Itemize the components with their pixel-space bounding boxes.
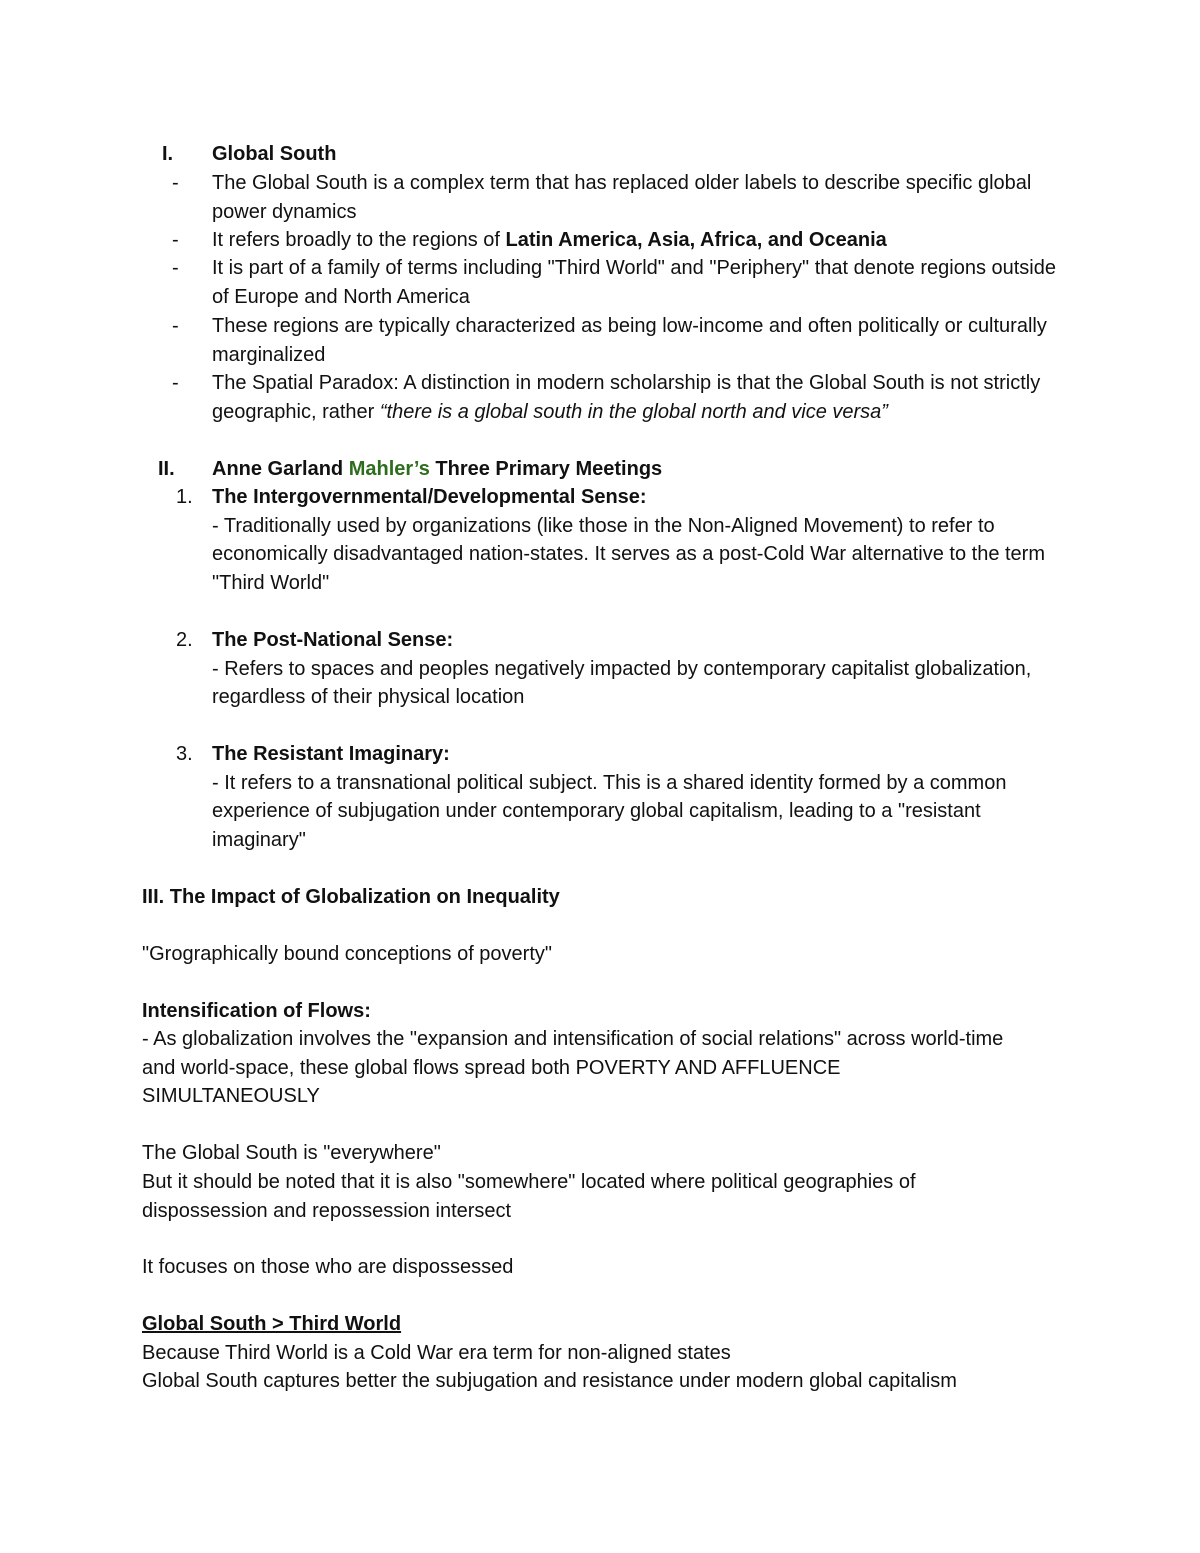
- item-body: - Traditionally used by organizations (like those in the Non-Aligned Movement) to refer to economically disadvantaged nation-states. It serves as a post-Cold War alternative to the term "Third World": [212, 514, 1045, 594]
- item-number: 3.: [176, 743, 193, 765]
- bullet-dash: -: [172, 229, 179, 251]
- bullet-text-plain: It refers broadly to the regions of: [212, 229, 506, 251]
- compare-line-2: Global South captures better the subjugation and resistance under modern global capitalism: [142, 1370, 957, 1392]
- item-body: - It refers to a transnational political subject. This is a shared identity formed by a common experience of subjugation under contemporary global capitalism, leading to a "resistant imaginary": [212, 771, 1007, 851]
- compare-title-text: Global South > Third World: [142, 1313, 402, 1335]
- section-1-numeral: I.: [162, 143, 174, 165]
- bullet-dash: -: [172, 315, 179, 337]
- item-content: [212, 626, 1072, 712]
- item-content: [212, 740, 1072, 854]
- item-content: [212, 483, 1072, 597]
- flows-body: - As globalization involves the "expansion and intensification of social relations" across world-time and world-space, these global flows spread both POVERTY AND AFFLUENCE SIMULTANEOUSLY: [142, 1028, 1004, 1107]
- section-2-numeral: II.: [158, 458, 175, 480]
- bullet-text: [212, 226, 1072, 255]
- bullet-text: [212, 369, 1072, 426]
- section-1-title: Global South: [212, 143, 337, 165]
- compare-title: [142, 1310, 1072, 1339]
- quote-line: "Grographically bound conceptions of poverty": [142, 943, 552, 965]
- bullet-dash: -: [172, 172, 179, 194]
- bullet-text: The Global South is a complex term that has replaced older labels to describe specific global power dynamics: [212, 172, 1032, 223]
- section-2-title-before: Anne Garland: [212, 458, 349, 480]
- item-number: 1.: [176, 486, 193, 508]
- bullet-dash: -: [172, 257, 179, 279]
- everywhere-line: The Global South is "everywhere": [142, 1142, 441, 1164]
- bullet-text: These regions are typically characterized as being low-income and often politically or culturally marginalized: [212, 315, 1047, 366]
- section-2-title-highlight: Mahler’s: [348, 458, 430, 480]
- item-number: 2.: [176, 629, 193, 651]
- bullet-text: It is part of a family of terms including "Third World" and "Periphery" that denote regions outside of Europe and North America: [212, 257, 1056, 308]
- focus-line: It focuses on those who are dispossessed: [142, 1256, 514, 1278]
- item-title: The Post-National Sense:: [212, 629, 454, 651]
- bullet-dash: -: [172, 372, 179, 394]
- item-title: The Intergovernmental/Developmental Sense:: [212, 486, 647, 508]
- section-2-title: [212, 455, 662, 484]
- bullet-text-bold: Latin America, Asia, Africa, and Oceania: [505, 229, 887, 251]
- section-2-title-after: Three Primary Meetings: [429, 458, 663, 480]
- item-title: The Resistant Imaginary:: [212, 743, 450, 765]
- bullet-text-plain: The Spatial Paradox: A distinction in modern scholarship is that the Global South is not strictly geographic, rather: [212, 372, 1041, 423]
- somewhere-line: But it should be noted that it is also "somewhere" located where political geographies of dispossession and repossession intersect: [142, 1171, 916, 1222]
- compare-line-1: Because Third World is a Cold War era term for non-aligned states: [142, 1342, 731, 1364]
- flows-title: Intensification of Flows:: [142, 1000, 371, 1022]
- section-3-title: III. The Impact of Globalization on Inequality: [142, 886, 560, 908]
- bullet-text-italic: “there is a global south in the global north and vice versa”: [379, 400, 888, 423]
- item-body: - Refers to spaces and peoples negatively impacted by contemporary capitalist globalization, regardless of their physical location: [212, 657, 1032, 708]
